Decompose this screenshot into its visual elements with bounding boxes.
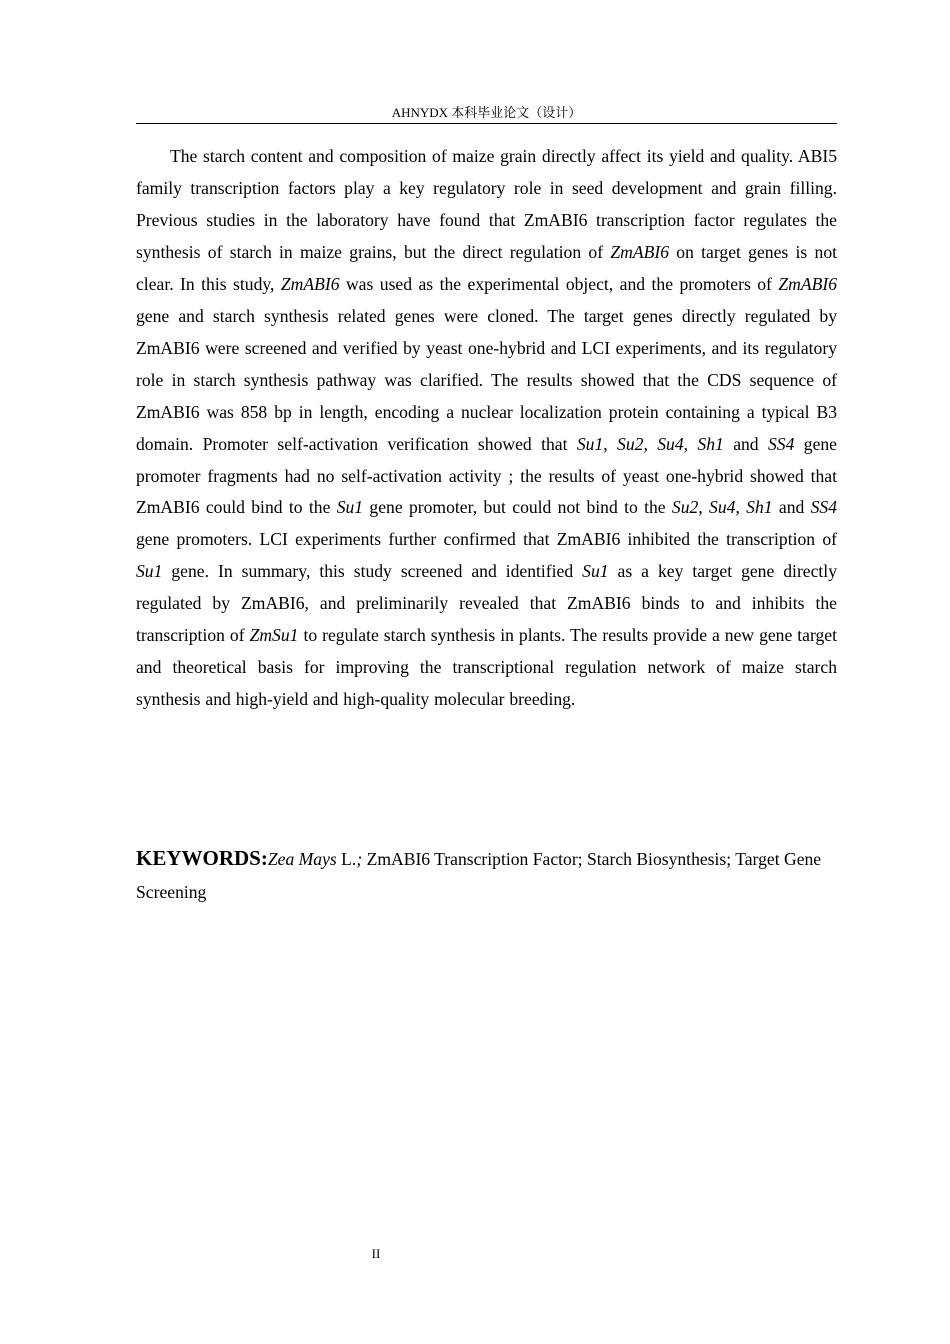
text-run: as a key target gene directly regulated by ZmABI6, and preliminarily revealed that ZmABI6 binds to and inhibits the transcription of — [136, 561, 837, 646]
italic-text-run: Su2 — [671, 497, 699, 518]
text-run: gene promoters. LCI experiments further confirmed that ZmABI6 inhibited the transcription of — [136, 529, 837, 550]
italic-text-run: ZmABI6 — [778, 273, 837, 294]
text-run: and — [723, 433, 768, 454]
text-run: was used as the experimental object, and the promoters of — [339, 273, 779, 294]
text-run: , — [683, 433, 698, 454]
italic-text-run: Su1 — [136, 561, 163, 582]
italic-text-run: SS4 — [768, 433, 795, 454]
text-run: gene and starch synthesis related genes were cloned. The target genes directly regulated by ZmABI6 were screened and verified by yeast one-hybrid and LCI experiments, and its regulatory role in starch synthesis pathway was clarified. The results showed that the CDS sequence of ZmABI6 was 858 bp in length, encoding a nuclear localization protein containing a typical B3 domain. Promoter self-activation verification showed that — [136, 305, 837, 454]
italic-text-run: ZmABI6 — [280, 273, 340, 294]
italic-text-run: SS4 — [810, 497, 838, 518]
italic-text-run: Sh1 — [697, 433, 724, 454]
text-run: , — [643, 433, 658, 454]
text-run: , — [698, 497, 710, 518]
italic-text-run: Su1 — [336, 497, 364, 518]
text-run: The starch content and composition of maize grain directly affect its yield and quality. ABI5 family transcription factors play a key regulatory role in seed development and grain filling. Previous studies in the laboratory have found that ZmABI6 transcription factor regulates the synthesis of starch in maize grains, but the direct regulation of — [136, 146, 837, 262]
text-run: , — [735, 497, 747, 518]
abstract-paragraph — [136, 141, 837, 716]
text-run: gene promoter fragments had no self-activation activity ; the results of yeast one-hybrid showed that ZmABI6 could bind to the — [136, 433, 837, 518]
text-run: ZmABI6 Transcription Factor; Starch Biosynthesis; Target Gene Screening — [136, 849, 822, 902]
italic-text-run: Su4 — [709, 497, 736, 518]
text-run: gene. In summary, this study screened and identified — [162, 561, 583, 582]
italic-text-run: ZmSu1 — [249, 625, 299, 646]
text-run: to regulate starch synthesis in plants. The results provide a new gene target and theoretical basis for improving the transcriptional regulation network of maize starch synthesis and high-yield and high-quality molecular breeding. — [136, 625, 838, 710]
italic-text-run: Su4 — [657, 433, 684, 454]
keywords-line — [136, 842, 837, 909]
page-header — [136, 104, 837, 124]
italic-text-run: ZmABI6 — [610, 241, 669, 262]
keywords-label: KEYWORDS: — [136, 846, 268, 870]
header-title: AHNYDX 本科毕业论文（设计） — [391, 105, 582, 120]
text-run: L. — [336, 849, 357, 869]
italic-text-run: Su2 — [617, 433, 644, 454]
italic-text-run: Sh1 — [746, 497, 773, 518]
italic-text-run: Su1 — [582, 561, 609, 582]
italic-text-run: Zea Mays — [267, 849, 337, 869]
text-run: on target genes is not clear. In this study, — [136, 241, 838, 294]
italic-text-run: ; — [356, 849, 363, 869]
page-number: II — [371, 1246, 381, 1261]
italic-text-run: Su1 — [576, 433, 604, 454]
text-run: , — [603, 433, 618, 454]
text-run: and — [772, 497, 811, 518]
text-run: gene promoter, but could not bind to the — [363, 497, 672, 518]
